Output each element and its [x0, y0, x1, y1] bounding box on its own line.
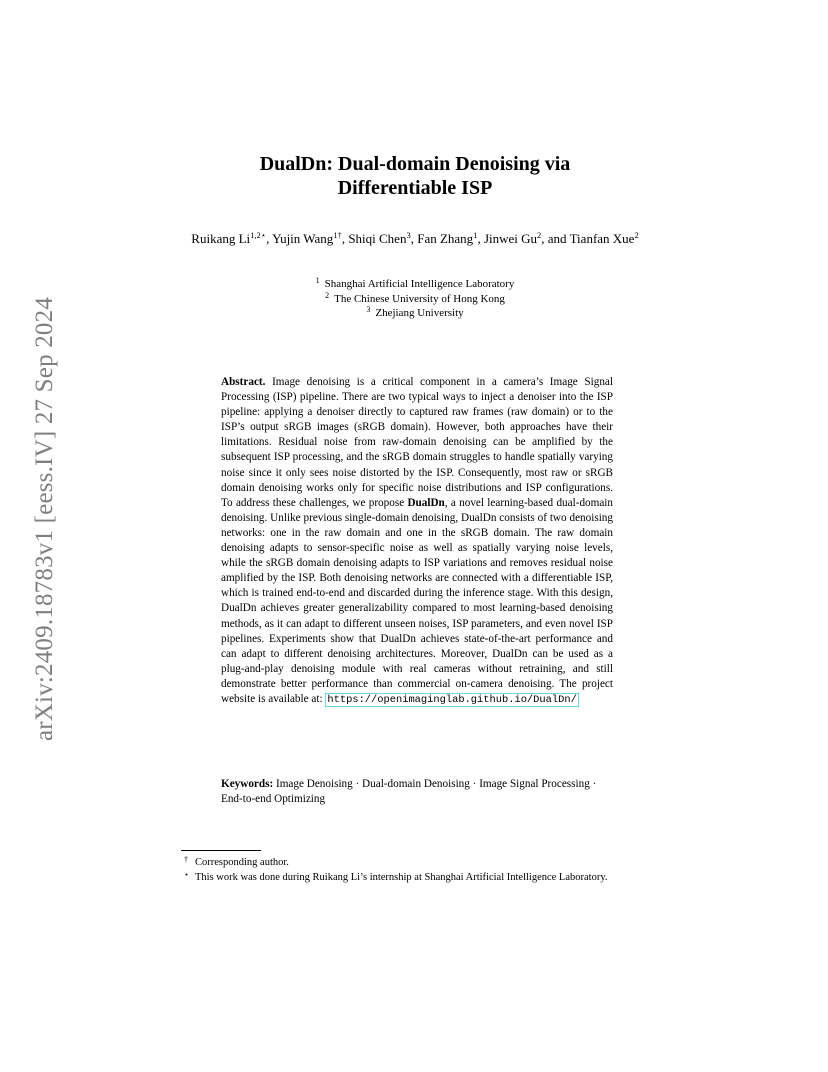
author-mark: 2 — [634, 230, 639, 240]
abstract — [221, 375, 613, 707]
keywords-label: Keywords: — [221, 778, 274, 790]
author-separator: , — [341, 231, 349, 246]
author-name: Tianfan Xue — [569, 231, 635, 246]
footnotes — [181, 855, 651, 885]
arxiv-identifier: arXiv:2409.18783v1 [eess.IV] 27 Sep 2024 — [31, 296, 58, 742]
footnote — [181, 870, 651, 885]
author-name: Shiqi Chen — [348, 231, 407, 246]
author — [191, 231, 272, 246]
abstract-label: Abstract. — [221, 376, 266, 388]
arxiv-stamp — [22, 292, 68, 746]
author — [484, 231, 570, 246]
paper-title — [200, 152, 630, 200]
author-separator: , — [266, 231, 273, 246]
affiliation — [220, 292, 610, 307]
affiliation — [220, 306, 610, 321]
title-line-2: Differentiable ISP — [337, 177, 493, 199]
affiliation — [220, 277, 610, 292]
author — [272, 231, 348, 246]
affiliation-list — [220, 277, 610, 321]
author-list — [180, 231, 650, 247]
project-website-link[interactable]: https://openimaginglab.github.io/DualDn/ — [327, 693, 577, 706]
author-separator: , — [410, 231, 418, 246]
affiliation-mark: 2 — [325, 290, 330, 300]
author-mark: 2 — [537, 230, 542, 240]
affiliation-mark: 1 — [315, 276, 320, 285]
keywords-text: Image Denoising · Dual-domain Denoising · Image Signal Processing · End-to-end Optimizing — [221, 778, 597, 806]
author-mark: 1,2⋆ — [250, 230, 267, 240]
author — [348, 231, 417, 246]
author-name: Fan Zhang — [417, 231, 474, 246]
abstract-text-part-2: , a novel learning-based dual-domain denoising. Unlike previous single-domain denoising, DualDn consists of two denoising networks: one in the raw domain and one in the sRGB domain. The raw domain denoising adapts to sensor-specific noise as well as spatially varying noise levels, while the sRGB domain denoising adapts to ISP variations and removes residual noise amplified by the ISP. Both denoising networks are connected with a differentiable ISP, which is trained end-to-end and discarded during the inference stage. With this design, DualDn achieves greater generalizability compared to most learning-based denoising methods, as it can adapt to different unseen noises, ISP parameters, and even novel ISP pipelines. Experiments show that DualDn achieves state-of-the-art performance and can adapt to different denoising architectures. Moreover, DualDn can be used as a plug-and-play denoising module with real cameras without retraining, and still demonstrate better performance than commercial on-camera denoising. The project website is available at: — [221, 496, 613, 705]
footnote-mark: † — [184, 855, 188, 864]
abstract-text-part-1: Image denoising is a critical component in a camera’s Image Signal Processing (ISP) pipeline. There are two typical ways to inject a denoiser into the ISP pipeline: applying a denoiser directly to captured raw frames (raw domain) or to the ISP’s output sRGB images (sRGB domain). However, both approaches have their limitations. Residual noise from raw-domain denoising can be amplified by the subsequent ISP processing, and the sRGB domain struggles to handle spatially varying noise since it only sees noise distorted by the ISP. Consequently, most raw or sRGB domain denoising works only for specific noise distributions and ISP configurations. To address these challenges, we propose — [221, 376, 613, 509]
affiliation-name: Zhejiang University — [375, 307, 464, 319]
author-separator: , — [477, 231, 484, 246]
author-name: Ruikang Li — [191, 231, 251, 246]
footnote-text: This work was done during Ruikang Li’s internship at Shanghai Artificial Intelligence Laboratory. — [195, 872, 608, 883]
affiliation-name: The Chinese University of Hong Kong — [334, 292, 505, 305]
title-line-1: DualDn: Dual-domain Denoising via — [259, 153, 571, 175]
affiliation-mark: 3 — [366, 305, 371, 314]
author-separator: , and — [541, 231, 570, 246]
author-name: Yujin Wang — [272, 231, 334, 246]
author-mark: 3 — [406, 230, 411, 240]
footnote-text: Corresponding author. — [195, 857, 289, 868]
author — [570, 231, 639, 246]
footnote-mark: ⋆ — [184, 870, 190, 879]
author-name: Jinwei Gu — [483, 231, 538, 246]
author — [417, 231, 484, 246]
footnote — [181, 855, 651, 870]
footnote-divider — [181, 850, 261, 851]
keywords — [221, 777, 613, 807]
author-mark: 1 — [473, 230, 478, 240]
method-name: DualDn — [407, 496, 445, 509]
affiliation-name: Shanghai Artificial Intelligence Laboratory — [324, 278, 515, 290]
author-mark: 1† — [333, 230, 342, 240]
